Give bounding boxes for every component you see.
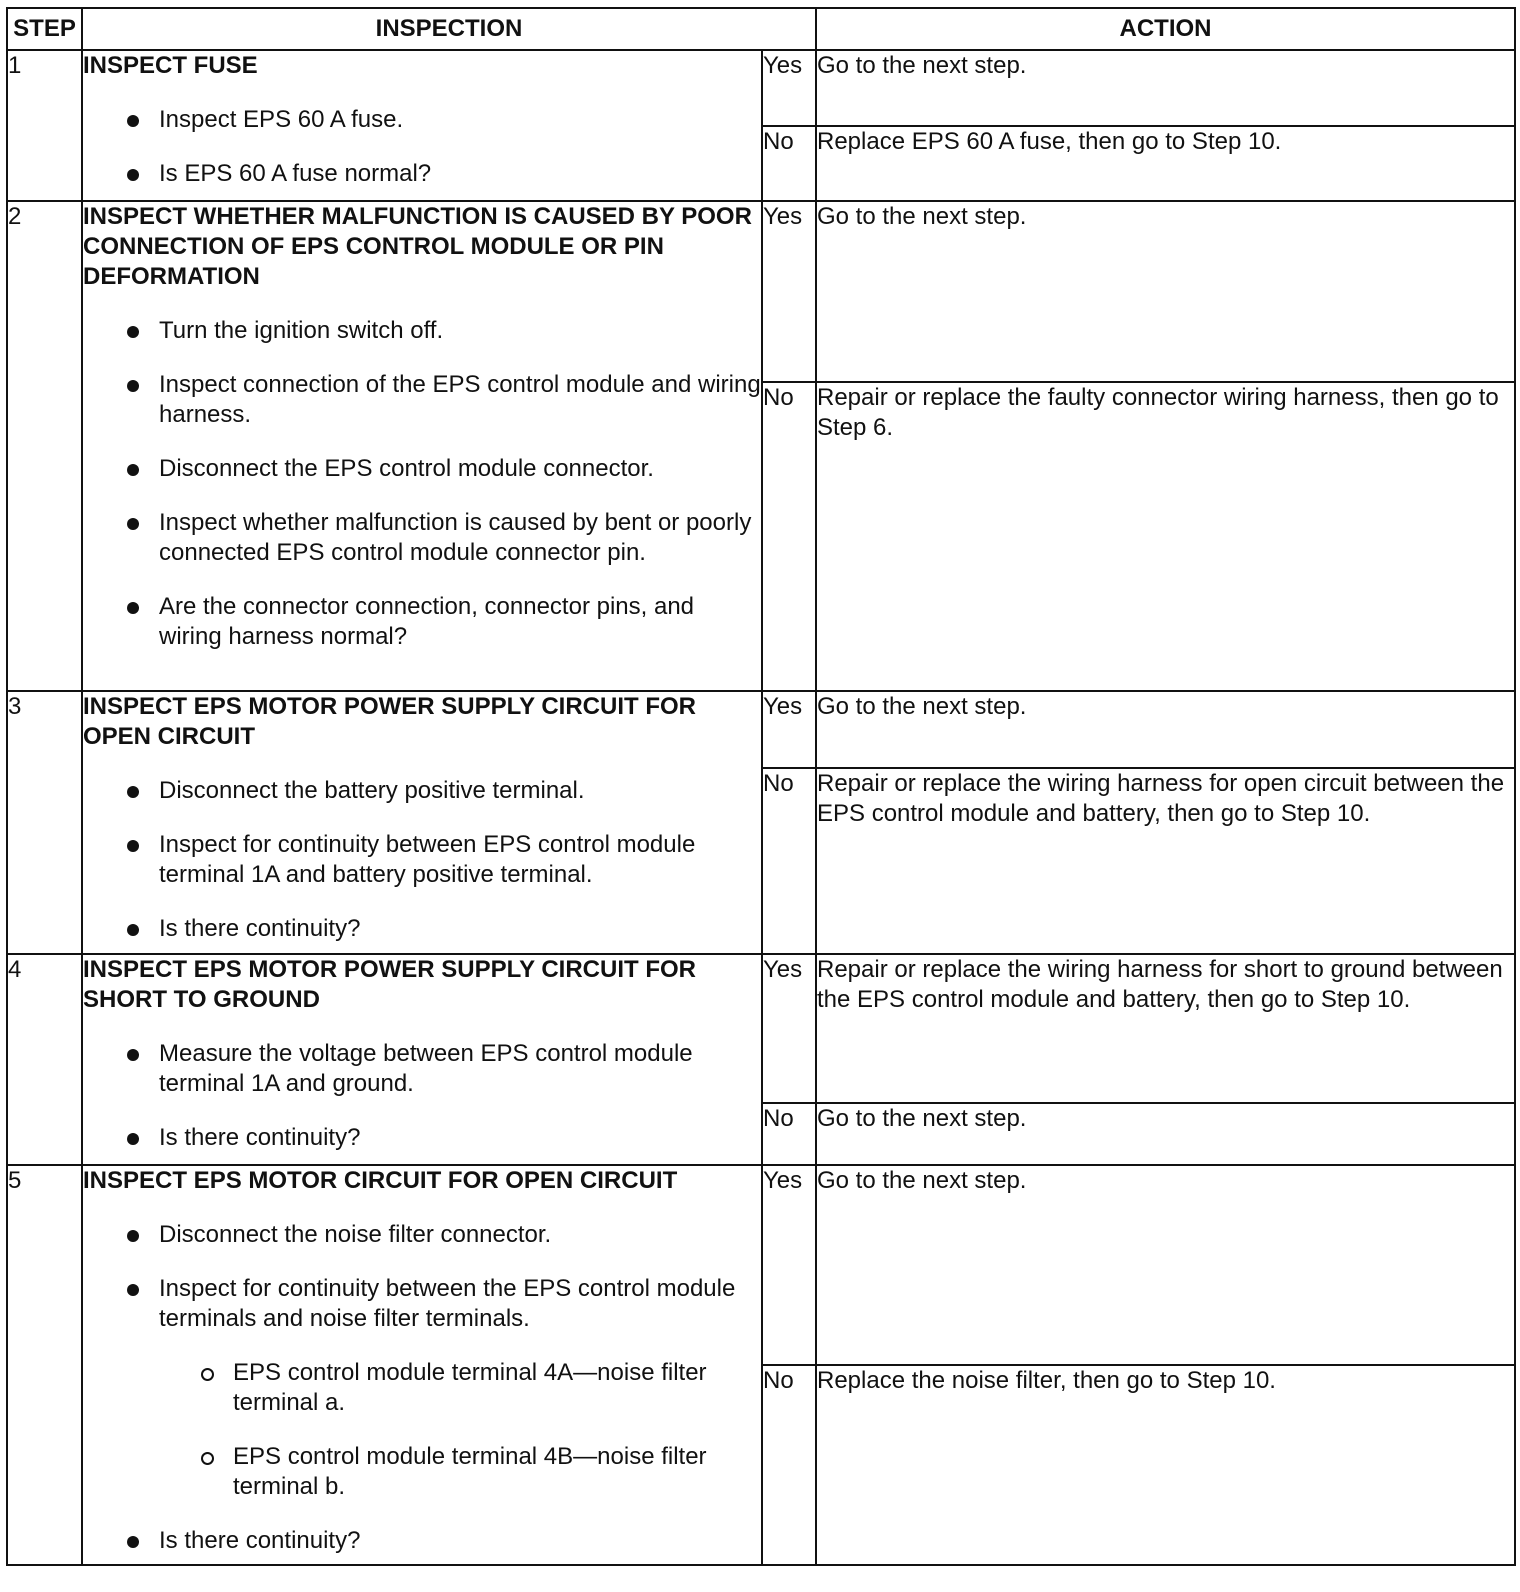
inspection-item: Disconnect the EPS control module connector. <box>83 454 761 484</box>
inspection-cell <box>82 691 762 954</box>
inspection-item: Inspect connection of the EPS control module and wiring harness. <box>83 370 761 430</box>
yes-action: Go to the next step. <box>816 1165 1515 1365</box>
step-row <box>7 201 1515 382</box>
inspection-list <box>83 1220 761 1556</box>
inspection-list <box>83 316 761 652</box>
step-title: INSPECT EPS MOTOR POWER SUPPLY CIRCUIT FOR OPEN CIRCUIT <box>83 693 696 750</box>
inspection-cell <box>82 50 762 201</box>
inspection-item: Measure the voltage between EPS control module terminal 1A and ground. <box>83 1039 761 1099</box>
inspection-item: Is there continuity? <box>83 914 761 944</box>
yes-label: Yes <box>762 50 816 126</box>
no-action: Repair or replace the faulty connector wiring harness, then go to Step 6. <box>816 382 1515 691</box>
step-title: INSPECT EPS MOTOR CIRCUIT FOR OPEN CIRCUIT <box>83 1167 678 1194</box>
no-action: Go to the next step. <box>816 1103 1515 1165</box>
inspection-item: Is there continuity? <box>83 1123 761 1153</box>
yes-action: Repair or replace the wiring harness for short to ground between the EPS control module and battery, then go to Step 10. <box>816 954 1515 1103</box>
step-title: INSPECT EPS MOTOR POWER SUPPLY CIRCUIT FOR SHORT TO GROUND <box>83 956 696 1013</box>
inspection-item: Is there continuity? <box>83 1526 761 1556</box>
yes-action: Go to the next step. <box>816 691 1515 768</box>
step-title: INSPECT FUSE <box>83 52 258 79</box>
header-row <box>7 8 1515 50</box>
no-label: No <box>762 382 816 691</box>
header-inspection: INSPECTION <box>82 8 816 50</box>
step-number: 4 <box>7 954 82 1165</box>
yes-action: Go to the next step. <box>816 201 1515 382</box>
inspection-item: Inspect whether malfunction is caused by bent or poorly connected EPS control module connector pin. <box>83 508 761 568</box>
step-number: 5 <box>7 1165 82 1565</box>
inspection-list <box>83 105 761 189</box>
no-action: Repair or replace the wiring harness for open circuit between the EPS control module and battery, then go to Step 10. <box>816 768 1515 954</box>
yes-label: Yes <box>762 1165 816 1365</box>
step-number: 2 <box>7 201 82 691</box>
no-label: No <box>762 1365 816 1565</box>
step-row <box>7 50 1515 126</box>
yes-action: Go to the next step. <box>816 50 1515 126</box>
inspection-list <box>83 1039 761 1153</box>
no-label: No <box>762 126 816 201</box>
no-action: Replace the noise filter, then go to Step 10. <box>816 1365 1515 1565</box>
inspection-item: Disconnect the noise filter connector. <box>83 1220 761 1250</box>
no-label: No <box>762 1103 816 1165</box>
inspection-item: Inspect for continuity between EPS control module terminal 1A and battery positive terminal. <box>83 830 761 890</box>
inspection-cell <box>82 954 762 1165</box>
step-row <box>7 691 1515 768</box>
inspection-item: Turn the ignition switch off. <box>83 316 761 346</box>
inspection-subitem: EPS control module terminal 4B—noise filter terminal b. <box>83 1442 761 1502</box>
inspection-item: Is EPS 60 A fuse normal? <box>83 159 761 189</box>
header-step: STEP <box>7 8 82 50</box>
diagnostic-table <box>6 7 1516 1566</box>
no-label: No <box>762 768 816 954</box>
step-title: INSPECT WHETHER MALFUNCTION IS CAUSED BY POOR CONNECTION OF EPS CONTROL MODULE OR PIN DEFORMATION <box>83 203 752 290</box>
inspection-cell <box>82 201 762 691</box>
inspection-item: Inspect EPS 60 A fuse. <box>83 105 761 135</box>
inspection-subitem: EPS control module terminal 4A—noise filter terminal a. <box>83 1358 761 1418</box>
inspection-item: Are the connector connection, connector pins, and wiring harness normal? <box>83 592 761 652</box>
yes-label: Yes <box>762 691 816 768</box>
inspection-list <box>83 776 761 944</box>
step-number: 1 <box>7 50 82 201</box>
step-row <box>7 954 1515 1103</box>
step-row <box>7 1165 1515 1365</box>
inspection-item: Disconnect the battery positive terminal. <box>83 776 761 806</box>
header-action: ACTION <box>816 8 1515 50</box>
yes-label: Yes <box>762 954 816 1103</box>
step-number: 3 <box>7 691 82 954</box>
page <box>6 7 1516 1566</box>
no-action: Replace EPS 60 A fuse, then go to Step 10. <box>816 126 1515 201</box>
inspection-item: Inspect for continuity between the EPS control module terminals and noise filter terminals. <box>83 1274 761 1334</box>
yes-label: Yes <box>762 201 816 382</box>
inspection-cell <box>82 1165 762 1565</box>
